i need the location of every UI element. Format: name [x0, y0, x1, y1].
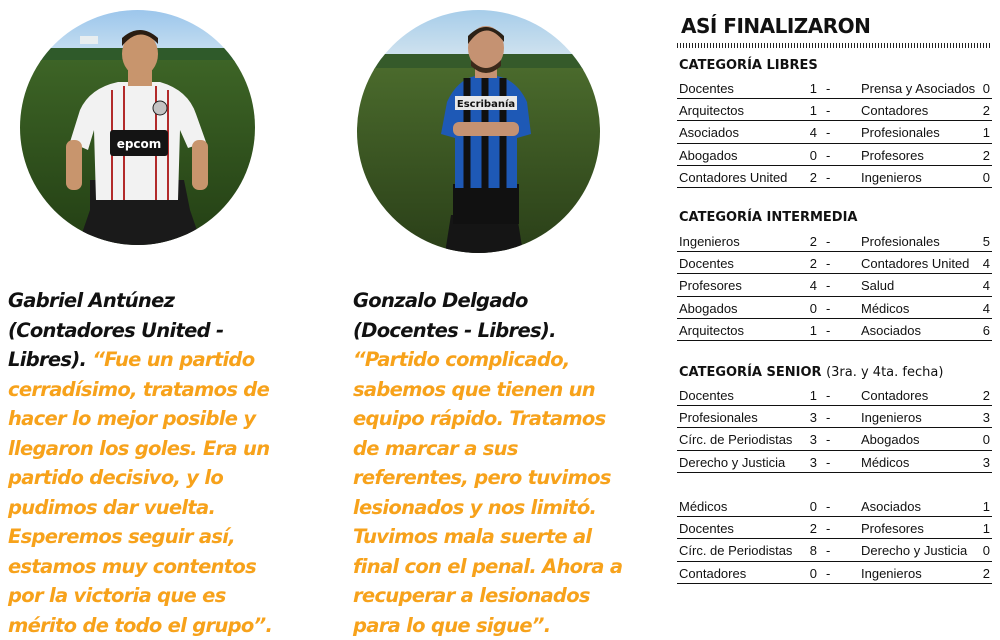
- away-team: Asociados: [861, 499, 921, 514]
- score-separator: -: [826, 322, 831, 338]
- match-row: [677, 517, 992, 539]
- away-team: Ingenieros: [861, 565, 922, 581]
- category-name: CATEGORÍA LIBRES: [679, 58, 818, 73]
- home-score: 0: [809, 147, 817, 163]
- home-score: 3: [809, 454, 817, 470]
- away-team: Ingenieros: [861, 169, 922, 185]
- results-table-senior: [677, 384, 992, 473]
- player-quote: [8, 286, 290, 640]
- home-team: Abogados: [679, 300, 738, 316]
- home-team: Docentes: [679, 388, 734, 403]
- away-team: Contadores: [861, 388, 929, 403]
- home-score: 3: [809, 410, 817, 426]
- away-score: 5: [982, 234, 990, 249]
- away-team: Profesores: [861, 521, 924, 537]
- match-row: [677, 297, 992, 319]
- away-score: 1: [982, 521, 990, 537]
- home-team: Arquitectos: [679, 322, 745, 338]
- match-row: [677, 384, 992, 406]
- away-team: Prensa y Asociados: [861, 81, 976, 96]
- home-score: 0: [809, 300, 817, 316]
- home-team: Círc. de Periodistas: [679, 432, 793, 448]
- away-team: Salud: [861, 278, 895, 294]
- away-score: 0: [982, 432, 990, 448]
- home-team: Círc. de Periodistas: [679, 543, 793, 559]
- score-separator: -: [826, 521, 831, 537]
- match-row: [677, 562, 992, 584]
- away-team: Médicos: [861, 454, 910, 470]
- away-score: 2: [982, 103, 990, 119]
- category-title: [679, 58, 818, 73]
- away-score: 4: [982, 300, 990, 316]
- away-score: 2: [982, 147, 990, 163]
- home-team: Contadores: [679, 565, 747, 581]
- results-table-intermedia: [677, 230, 992, 341]
- home-team: Derecho y Justicia: [679, 454, 786, 470]
- match-row: [677, 428, 992, 450]
- away-score: 0: [982, 543, 990, 559]
- score-separator: -: [826, 278, 831, 294]
- category-subtitle: (3ra. y 4ta. fecha): [826, 365, 944, 380]
- home-team: Profesionales: [679, 410, 758, 426]
- home-score: 1: [809, 388, 817, 403]
- home-team: Contadores United: [679, 169, 788, 185]
- score-separator: -: [826, 125, 831, 141]
- home-score: 0: [809, 565, 817, 581]
- away-score: 4: [982, 278, 990, 294]
- home-score: 2: [809, 521, 817, 537]
- category-title: [679, 210, 857, 225]
- away-score: 2: [982, 565, 990, 581]
- home-team: Médicos: [679, 499, 728, 514]
- home-team: Profesores: [679, 278, 742, 294]
- category-name: CATEGORÍA INTERMEDIA: [679, 210, 858, 225]
- player-photo-delgado: [357, 10, 600, 253]
- score-separator: -: [826, 432, 831, 448]
- away-team: Ingenieros: [861, 410, 922, 426]
- match-row: [677, 230, 992, 252]
- away-score: 1: [982, 125, 990, 141]
- score-separator: -: [826, 543, 831, 559]
- match-row: [677, 274, 992, 296]
- player-photo-antunez: [20, 10, 255, 245]
- score-separator: -: [826, 169, 831, 185]
- away-team: Contadores United: [861, 256, 970, 272]
- quote-text: “Partido complicado, sabemos que tienen un equipo rápido. Tratamos de marcar a sus referentes, pero tuvimos lesionados y nos limitó. Tuvimos mala suerte al final con el penal. Ahora a recuperar a lesionados para lo que sigue”.: [353, 348, 623, 637]
- away-score: 3: [982, 410, 990, 426]
- home-score: 1: [809, 81, 817, 96]
- home-team: Asociados: [679, 125, 739, 141]
- score-separator: -: [826, 410, 831, 426]
- away-team: Profesionales: [861, 234, 940, 249]
- score-separator: -: [826, 234, 831, 249]
- home-team: Arquitectos: [679, 103, 745, 119]
- match-row: [677, 451, 992, 473]
- score-separator: -: [826, 454, 831, 470]
- results-heading: ASÍ FINALIZARON: [681, 14, 871, 38]
- home-team: Docentes: [679, 256, 734, 272]
- match-row: [677, 539, 992, 561]
- home-team: Abogados: [679, 147, 738, 163]
- home-team: Ingenieros: [679, 234, 740, 249]
- away-team: Contadores: [861, 103, 929, 119]
- away-team: Profesionales: [861, 125, 940, 141]
- home-score: 4: [809, 125, 817, 141]
- away-score: 1: [982, 499, 990, 514]
- match-row: [677, 495, 992, 517]
- home-score: 3: [809, 432, 817, 448]
- shirt-sponsor-text: epcom: [116, 137, 162, 151]
- results-table-senior-second: [677, 495, 992, 584]
- away-score: 6: [982, 322, 990, 338]
- away-score: 2: [982, 388, 990, 403]
- match-row: [677, 99, 992, 121]
- away-team: Médicos: [861, 300, 910, 316]
- home-score: 8: [809, 543, 817, 559]
- match-row: [677, 252, 992, 274]
- away-team: Profesores: [861, 147, 924, 163]
- home-score: 2: [809, 169, 817, 185]
- match-row: [677, 166, 992, 188]
- player-name-team: Gonzalo Delgado (Docentes - Libres).: [353, 289, 556, 342]
- score-separator: -: [826, 147, 831, 163]
- heading-divider: [677, 43, 992, 48]
- score-separator: -: [826, 499, 831, 514]
- results-table-libres: [677, 77, 992, 188]
- home-team: Docentes: [679, 521, 734, 537]
- away-team: Derecho y Justicia: [861, 543, 968, 559]
- home-score: 2: [809, 234, 817, 249]
- score-separator: -: [826, 103, 831, 119]
- score-separator: -: [826, 81, 831, 96]
- match-row: [677, 319, 992, 341]
- score-separator: -: [826, 300, 831, 316]
- player-quote: [353, 286, 635, 640]
- score-separator: -: [826, 256, 831, 272]
- away-team: Abogados: [861, 432, 920, 448]
- player-name-team: Gabriel Antúnez (Contadores United - Libres).: [8, 289, 224, 371]
- away-score: 4: [982, 256, 990, 272]
- home-score: 4: [809, 278, 817, 294]
- home-score: 0: [809, 499, 817, 514]
- shirt-sponsor-text: Escribanía: [456, 99, 516, 110]
- score-separator: -: [826, 388, 831, 403]
- category-title: [679, 365, 943, 380]
- score-separator: -: [826, 565, 831, 581]
- match-row: [677, 406, 992, 428]
- category-name: CATEGORÍA SENIOR: [679, 365, 822, 380]
- away-score: 0: [982, 169, 990, 185]
- home-score: 1: [809, 103, 817, 119]
- home-score: 1: [809, 322, 817, 338]
- match-row: [677, 77, 992, 99]
- home-score: 2: [809, 256, 817, 272]
- match-row: [677, 144, 992, 166]
- away-score: 0: [982, 81, 990, 96]
- away-team: Asociados: [861, 322, 921, 338]
- home-team: Docentes: [679, 81, 734, 96]
- quote-text: “Fue un partido cerradísimo, tratamos de hacer lo mejor posible y llegaron los goles. Era un partido decisivo, y lo pudimos dar vuelta. Esperemos seguir así, estamos muy contentos por la victoria que es mérito de todo el grupo”.: [8, 348, 273, 637]
- away-score: 3: [982, 454, 990, 470]
- match-row: [677, 121, 992, 143]
